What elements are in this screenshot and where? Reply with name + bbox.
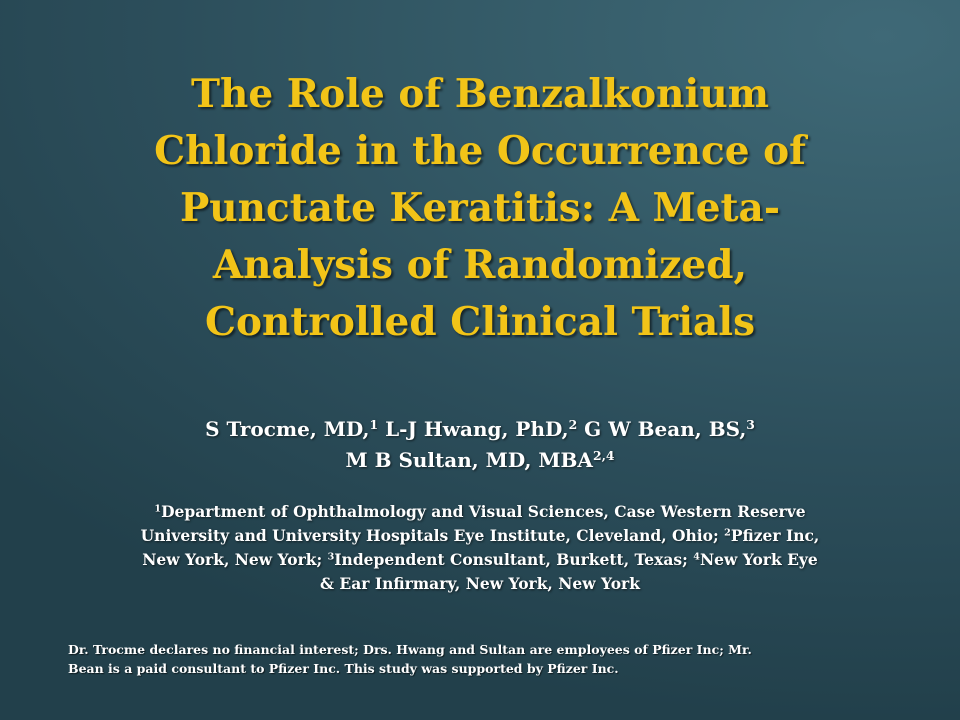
author-3-affiliation: 3 — [746, 417, 755, 433]
affiliation-marker-3: 3 — [327, 551, 335, 563]
affiliation-text-6: New York Eye — [699, 550, 818, 569]
affiliation-marker-4: 4 — [693, 551, 700, 563]
author-list — [60, 414, 900, 476]
author-2-affiliation: 2 — [568, 417, 578, 433]
author-line-1 — [60, 414, 900, 445]
author-1-affiliation: 1 — [369, 417, 379, 433]
affiliation-marker-1: 1 — [154, 503, 162, 515]
disclosure-statement — [68, 640, 898, 678]
author-3-name: G W Bean, BS, — [577, 417, 747, 441]
title-line-5: Controlled Clinical Trials — [204, 299, 756, 345]
slide-title — [60, 66, 900, 351]
affiliation-text-7: & Ear Infirmary, New York, New York — [320, 574, 640, 593]
title-line-2: Chloride in the Occurrence of — [154, 128, 806, 174]
author-1-name: S Trocme, MD, — [205, 417, 370, 441]
disclosure-line-2: Bean is a paid consultant to Pfizer Inc. This study was supported by Pfizer Inc. — [68, 661, 619, 676]
disclosure-line-1: Dr. Trocme declares no financial interest; Drs. Hwang and Sultan are employees of Pfizer Inc; Mr. — [68, 642, 752, 657]
author-2-name: L-J Hwang, PhD, — [378, 417, 569, 441]
affiliations — [52, 500, 908, 596]
affiliation-line-1 — [52, 500, 908, 524]
title-line-1: The Role of Benzalkonium — [191, 71, 769, 117]
affiliation-text-3: Pfizer Inc, — [730, 526, 820, 545]
title-line-4: Analysis of Randomized, — [212, 242, 748, 288]
author-4-name: M B Sultan, MD, MBA — [345, 448, 593, 472]
author-4-affiliation: 2,4 — [592, 448, 615, 464]
affiliation-text-4: New York, New York; — [142, 550, 328, 569]
affiliation-text-5: Independent Consultant, Burkett, Texas; — [334, 550, 694, 569]
title-line-3: Punctate Keratitis: A Meta- — [179, 185, 781, 231]
affiliation-marker-2: 2 — [724, 527, 731, 539]
affiliation-line-3 — [52, 548, 908, 572]
affiliation-text-2: University and University Hospitals Eye Institute, Cleveland, Ohio; — [140, 526, 725, 545]
affiliation-text-1: Department of Ophthalmology and Visual Sciences, Case Western Reserve — [161, 502, 806, 521]
affiliation-line-4 — [52, 572, 908, 596]
author-line-2 — [60, 445, 900, 476]
affiliation-line-2 — [52, 524, 908, 548]
